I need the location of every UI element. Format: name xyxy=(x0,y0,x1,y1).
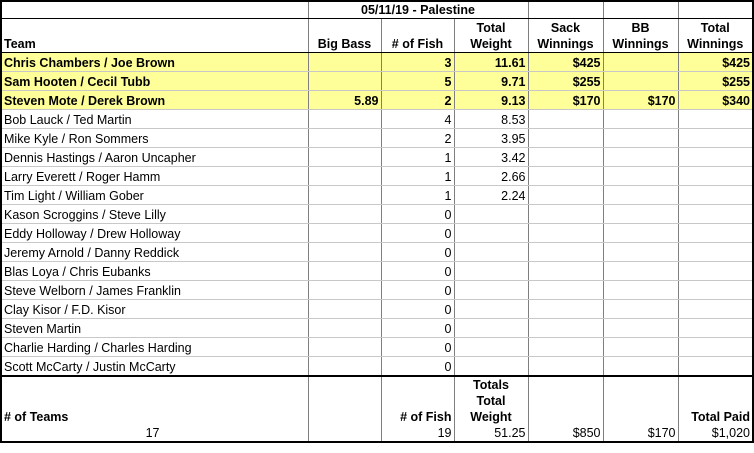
fish-count-cell[interactable]: 0 xyxy=(381,243,454,262)
weight-cell[interactable]: 8.53 xyxy=(454,110,528,129)
total-winnings-cell[interactable] xyxy=(678,129,753,148)
team-cell[interactable]: Blas Loya / Chris Eubanks xyxy=(1,262,308,281)
total-winnings-cell[interactable]: $340 xyxy=(678,91,753,110)
table-row xyxy=(1,205,753,224)
weight-cell[interactable] xyxy=(454,357,528,377)
table-row xyxy=(1,72,753,91)
fish-count-cell[interactable]: 4 xyxy=(381,110,454,129)
sack-winnings-cell[interactable] xyxy=(528,186,603,205)
totals-total-row xyxy=(1,393,753,409)
big-bass-cell[interactable] xyxy=(308,224,381,243)
weight-cell[interactable] xyxy=(454,319,528,338)
bb-winnings-cell[interactable]: $170 xyxy=(603,91,678,110)
table-row xyxy=(1,129,753,148)
team-cell[interactable]: Clay Kisor / F.D. Kisor xyxy=(1,300,308,319)
bb-total[interactable]: $170 xyxy=(603,425,678,442)
bb-winnings-cell[interactable] xyxy=(603,357,678,377)
fish-count-cell[interactable]: 3 xyxy=(381,53,454,72)
table-row xyxy=(1,281,753,300)
bb-winnings-cell[interactable] xyxy=(603,148,678,167)
total-winnings-cell[interactable]: $425 xyxy=(678,53,753,72)
table-row xyxy=(1,53,753,72)
fish-count-cell[interactable]: 2 xyxy=(381,129,454,148)
sack-winnings-cell[interactable] xyxy=(528,281,603,300)
total-winnings-cell[interactable] xyxy=(678,186,753,205)
bb-winnings-cell[interactable] xyxy=(603,300,678,319)
sack-winnings-cell[interactable] xyxy=(528,338,603,357)
teams-count[interactable]: 17 xyxy=(1,425,308,442)
bb-winnings-cell[interactable] xyxy=(603,167,678,186)
header-total-weight[interactable]: Total Weight xyxy=(454,19,528,53)
total-winnings-cell[interactable] xyxy=(678,167,753,186)
team-cell[interactable]: Scott McCarty / Justin McCarty xyxy=(1,357,308,377)
weight-cell[interactable] xyxy=(454,262,528,281)
big-bass-cell[interactable] xyxy=(308,129,381,148)
header-total-winnings[interactable]: Total Winnings xyxy=(678,19,753,53)
big-bass-cell[interactable] xyxy=(308,281,381,300)
sack-winnings-cell[interactable] xyxy=(528,319,603,338)
bb-winnings-cell[interactable] xyxy=(603,110,678,129)
table-row xyxy=(1,148,753,167)
team-cell[interactable]: Eddy Holloway / Drew Holloway xyxy=(1,224,308,243)
weight-total-label[interactable]: Weight xyxy=(454,409,528,425)
fish-count-cell[interactable]: 5 xyxy=(381,72,454,91)
big-bass-cell[interactable] xyxy=(308,186,381,205)
fish-count-cell[interactable]: 0 xyxy=(381,338,454,357)
table-row xyxy=(1,186,753,205)
fish-count-cell[interactable]: 0 xyxy=(381,281,454,300)
team-cell[interactable]: Charlie Harding / Charles Harding xyxy=(1,338,308,357)
total-winnings-cell[interactable] xyxy=(678,148,753,167)
bb-winnings-cell[interactable] xyxy=(603,338,678,357)
fish-count-cell[interactable]: 0 xyxy=(381,357,454,377)
weight-cell[interactable]: 11.61 xyxy=(454,53,528,72)
bb-winnings-cell[interactable] xyxy=(603,205,678,224)
fish-count-cell[interactable]: 0 xyxy=(381,300,454,319)
fish-count-cell[interactable]: 1 xyxy=(381,186,454,205)
header-team[interactable]: Team xyxy=(1,19,308,53)
total-winnings-cell[interactable] xyxy=(678,300,753,319)
sack-total[interactable]: $850 xyxy=(528,425,603,442)
totals-header-row xyxy=(1,409,753,425)
header-big-bass[interactable]: Big Bass xyxy=(308,19,381,53)
title-row xyxy=(1,1,753,19)
big-bass-cell[interactable] xyxy=(308,319,381,338)
sack-winnings-cell[interactable] xyxy=(528,110,603,129)
table-row xyxy=(1,319,753,338)
fish-count-cell[interactable]: 0 xyxy=(381,224,454,243)
table-row xyxy=(1,224,753,243)
table-row xyxy=(1,300,753,319)
big-bass-cell[interactable] xyxy=(308,148,381,167)
big-bass-cell[interactable] xyxy=(308,262,381,281)
total-winnings-cell[interactable] xyxy=(678,110,753,129)
sack-winnings-cell[interactable]: $170 xyxy=(528,91,603,110)
team-cell[interactable]: Dennis Hastings / Aaron Uncapher xyxy=(1,148,308,167)
weight-cell[interactable] xyxy=(454,338,528,357)
big-bass-cell[interactable] xyxy=(308,110,381,129)
totals-values-row xyxy=(1,425,753,442)
fish-count-cell[interactable]: 0 xyxy=(381,262,454,281)
team-cell[interactable]: Steve Welborn / James Franklin xyxy=(1,281,308,300)
weight-cell[interactable] xyxy=(454,243,528,262)
fish-count-cell[interactable]: 1 xyxy=(381,148,454,167)
bb-winnings-cell[interactable] xyxy=(603,281,678,300)
sack-winnings-cell[interactable] xyxy=(528,224,603,243)
sack-winnings-cell[interactable] xyxy=(528,205,603,224)
teams-label[interactable]: # of Teams xyxy=(1,409,308,425)
table-row xyxy=(1,243,753,262)
sack-winnings-cell[interactable] xyxy=(528,243,603,262)
big-bass-cell[interactable] xyxy=(308,167,381,186)
team-cell[interactable]: Steven Martin xyxy=(1,319,308,338)
header-num-fish[interactable]: # of Fish xyxy=(381,19,454,53)
header-sack-winnings[interactable]: Sack Winnings xyxy=(528,19,603,53)
big-bass-cell[interactable] xyxy=(308,357,381,377)
table-row xyxy=(1,110,753,129)
team-cell[interactable]: Larry Everett / Roger Hamm xyxy=(1,167,308,186)
sack-winnings-cell[interactable] xyxy=(528,262,603,281)
totals-total-label[interactable]: Total xyxy=(454,393,528,409)
header-bb-winnings[interactable]: BB Winnings xyxy=(603,19,678,53)
big-bass-cell[interactable] xyxy=(308,72,381,91)
team-cell[interactable]: Tim Light / William Gober xyxy=(1,186,308,205)
bb-winnings-cell[interactable] xyxy=(603,262,678,281)
total-winnings-cell[interactable] xyxy=(678,243,753,262)
weight-cell[interactable]: 9.13 xyxy=(454,91,528,110)
sack-winnings-cell[interactable] xyxy=(528,148,603,167)
fish-total-label[interactable]: # of Fish xyxy=(381,409,454,425)
total-winnings-cell[interactable] xyxy=(678,338,753,357)
sack-winnings-cell[interactable] xyxy=(528,357,603,377)
big-bass-cell[interactable] xyxy=(308,243,381,262)
total-winnings-cell[interactable] xyxy=(678,224,753,243)
team-cell[interactable]: Bob Lauck / Ted Martin xyxy=(1,110,308,129)
sack-winnings-cell[interactable]: $255 xyxy=(528,72,603,91)
sack-winnings-cell[interactable] xyxy=(528,300,603,319)
totals-label[interactable]: Totals xyxy=(454,376,528,393)
sack-winnings-cell[interactable] xyxy=(528,129,603,148)
big-bass-cell[interactable] xyxy=(308,300,381,319)
bb-winnings-cell[interactable] xyxy=(603,243,678,262)
total-winnings-cell[interactable] xyxy=(678,205,753,224)
team-cell[interactable]: Sam Hooten / Cecil Tubb xyxy=(1,72,308,91)
big-bass-cell[interactable] xyxy=(308,338,381,357)
fish-count-cell[interactable]: 0 xyxy=(381,205,454,224)
weight-cell[interactable]: 3.95 xyxy=(454,129,528,148)
weight-cell[interactable]: 2.66 xyxy=(454,167,528,186)
table-row xyxy=(1,167,753,186)
total-winnings-cell[interactable]: $255 xyxy=(678,72,753,91)
big-bass-cell[interactable] xyxy=(308,205,381,224)
totals-label-row xyxy=(1,376,753,393)
fish-count-cell[interactable]: 2 xyxy=(381,91,454,110)
bb-winnings-cell[interactable] xyxy=(603,224,678,243)
sheet-title[interactable]: 05/11/19 - Palestine xyxy=(308,1,528,19)
sack-winnings-cell[interactable]: $425 xyxy=(528,53,603,72)
weight-cell[interactable] xyxy=(454,205,528,224)
weight-cell[interactable]: 2.24 xyxy=(454,186,528,205)
weight-cell[interactable]: 9.71 xyxy=(454,72,528,91)
big-bass-cell[interactable]: 5.89 xyxy=(308,91,381,110)
bb-winnings-cell[interactable] xyxy=(603,72,678,91)
fish-total[interactable]: 19 xyxy=(381,425,454,442)
team-cell[interactable]: Chris Chambers / Joe Brown xyxy=(1,53,308,72)
table-row xyxy=(1,262,753,281)
bb-winnings-cell[interactable] xyxy=(603,319,678,338)
total-winnings-cell[interactable] xyxy=(678,357,753,377)
table-row xyxy=(1,91,753,110)
total-winnings-cell[interactable] xyxy=(678,281,753,300)
bb-winnings-cell[interactable] xyxy=(603,129,678,148)
team-cell[interactable]: Kason Scroggins / Steve Lilly xyxy=(1,205,308,224)
weight-total[interactable]: 51.25 xyxy=(454,425,528,442)
total-winnings-cell[interactable] xyxy=(678,319,753,338)
sack-winnings-cell[interactable] xyxy=(528,167,603,186)
team-cell[interactable]: Jeremy Arnold / Danny Reddick xyxy=(1,243,308,262)
big-bass-cell[interactable] xyxy=(308,53,381,72)
bb-winnings-cell[interactable] xyxy=(603,53,678,72)
table-row xyxy=(1,357,753,377)
table-row xyxy=(1,338,753,357)
team-cell[interactable]: Steven Mote / Derek Brown xyxy=(1,91,308,110)
weight-cell[interactable] xyxy=(454,224,528,243)
header-row xyxy=(1,19,753,53)
weight-cell[interactable]: 3.42 xyxy=(454,148,528,167)
fish-count-cell[interactable]: 1 xyxy=(381,167,454,186)
total-paid[interactable]: $1,020 xyxy=(678,425,753,442)
bb-winnings-cell[interactable] xyxy=(603,186,678,205)
team-cell[interactable]: Mike Kyle / Ron Sommers xyxy=(1,129,308,148)
fish-count-cell[interactable]: 0 xyxy=(381,319,454,338)
weight-cell[interactable] xyxy=(454,281,528,300)
total-winnings-cell[interactable] xyxy=(678,262,753,281)
total-paid-label[interactable]: Total Paid xyxy=(678,409,753,425)
weight-cell[interactable] xyxy=(454,300,528,319)
